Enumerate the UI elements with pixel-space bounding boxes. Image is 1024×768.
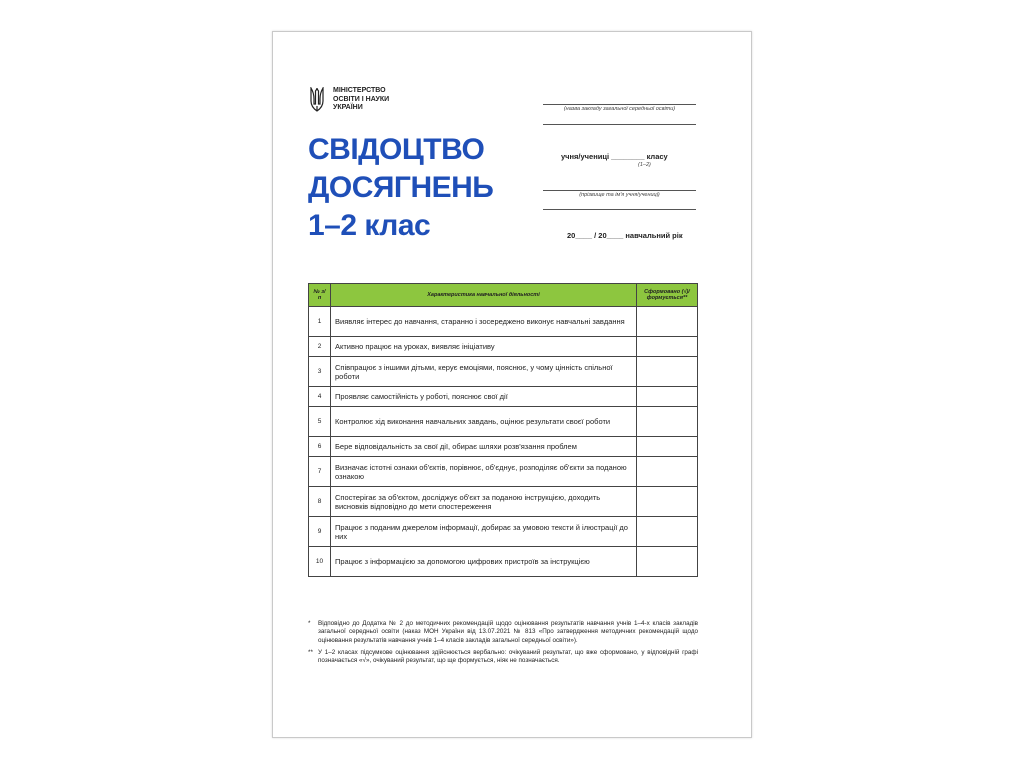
footnote-1-mark: *	[308, 620, 311, 627]
table-row	[309, 407, 698, 437]
title-line-2: ДОСЯГНЕНЬ	[308, 171, 494, 204]
ministry-label	[333, 87, 389, 113]
row-status-cell[interactable]	[637, 487, 698, 517]
school-year-label: 20____ / 20____ навчальний рік	[567, 231, 683, 240]
footnote-1-text: Відповідно до Додатка № 2 до методичних рекомендацій щодо оцінювання результатів навчання учнів 1–4-х класів закладів загальної середньої освіти (наказ МОН України від 13.07.2021 № 813 «Про затвердження методичних рекомендацій щодо оцінювання результатів навчання учнів 1–4 класів закладів загальної середньої освіти»).	[318, 620, 698, 644]
row-status-cell[interactable]	[637, 357, 698, 387]
row-characteristic: Визначає істотні ознаки об'єктів, порівнює, об'єднує, розподіляє об'єкти за поданою ознакою	[331, 457, 637, 487]
row-number: 6	[309, 437, 331, 457]
table-row	[309, 517, 698, 547]
row-number: 3	[309, 357, 331, 387]
row-status-cell[interactable]	[637, 517, 698, 547]
trident-emblem-icon	[309, 87, 325, 113]
footnote-2-mark: **	[308, 648, 313, 656]
achievements-table	[308, 283, 698, 577]
header-characteristic: Характеристика навчальної діяльності	[331, 284, 637, 307]
row-number: 5	[309, 407, 331, 437]
school-name-line	[543, 104, 696, 105]
row-number: 4	[309, 387, 331, 407]
row-number: 1	[309, 307, 331, 337]
row-characteristic: Працює з інформацією за допомогою цифрових пристроїв за інструкцією	[331, 547, 637, 577]
row-number: 7	[309, 457, 331, 487]
table-row	[309, 547, 698, 577]
header-status: Сформовано (√)/ формується**	[637, 284, 698, 307]
table-row	[309, 387, 698, 407]
row-number: 8	[309, 487, 331, 517]
school-name-line-2	[543, 124, 696, 125]
row-status-cell[interactable]	[637, 547, 698, 577]
table-row	[309, 457, 698, 487]
table-row	[309, 307, 698, 337]
ministry-line-2: ОСВІТИ І НАУКИ	[333, 95, 390, 103]
row-characteristic: Активно працює на уроках, виявляє ініціативу	[331, 337, 637, 357]
table-row	[309, 487, 698, 517]
title-line-3: 1–2 клас	[308, 209, 431, 242]
row-status-cell[interactable]	[637, 457, 698, 487]
student-name-line-2	[543, 209, 696, 210]
footnote-2-text: У 1–2 класах підсумкове оцінювання здійснюється вербально: очікуваний результат, що вже сформовано, у відповідній графі позначається «√», очікуваний результат, що ще формується, ніяк не позначається.	[318, 648, 698, 665]
row-characteristic: Бере відповідальність за свої дії, обирає шляхи розв'язання проблем	[331, 437, 637, 457]
row-status-cell[interactable]	[637, 387, 698, 407]
footnote-2	[308, 649, 698, 666]
table-header-row	[309, 284, 698, 307]
title-line-1: СВІДОЦТВО	[308, 133, 485, 166]
row-number: 10	[309, 547, 331, 577]
row-characteristic: Співпрацює з іншими дітьми, керує емоціями, пояснює, у чому цінність спільної роботи	[331, 357, 637, 387]
table-row	[309, 357, 698, 387]
table-row	[309, 437, 698, 457]
row-characteristic: Працює з поданим джерелом інформації, добирає за умовою тексти й ілюстрації до них	[331, 517, 637, 547]
ministry-line-3: УКРАЇНИ	[333, 104, 363, 111]
row-status-cell[interactable]	[637, 307, 698, 337]
row-status-cell[interactable]	[637, 407, 698, 437]
student-name-line	[543, 190, 696, 191]
class-caption: (1–2)	[638, 162, 651, 168]
row-status-cell[interactable]	[637, 437, 698, 457]
ministry-line-1: МІНІСТЕРСТВО	[333, 87, 386, 94]
student-class-label: учня/учениці ________ класу	[561, 152, 668, 161]
row-characteristic: Спостерігає за об'єктом, досліджує об'єкт за поданою інструкцією, доходить висновків відповідно до мети спостереження	[331, 487, 637, 517]
school-caption: (назва закладу загальної середньої освіти)	[563, 106, 676, 112]
row-characteristic: Проявляє самостійність у роботі, пояснює свої дії	[331, 387, 637, 407]
footnote-1	[308, 620, 698, 645]
row-number: 2	[309, 337, 331, 357]
row-characteristic: Контролює хід виконання навчальних завдань, оцінює результати своєї роботи	[331, 407, 637, 437]
row-number: 9	[309, 517, 331, 547]
row-status-cell[interactable]	[637, 337, 698, 357]
student-name-caption: (прізвище та ім'я учня/учениці)	[579, 192, 660, 198]
footnotes	[308, 620, 698, 669]
row-characteristic: Виявляє інтерес до навчання, старанно і зосереджено виконує навчальні завдання	[331, 307, 637, 337]
table-row	[309, 337, 698, 357]
header-number: № з/п	[309, 284, 331, 307]
